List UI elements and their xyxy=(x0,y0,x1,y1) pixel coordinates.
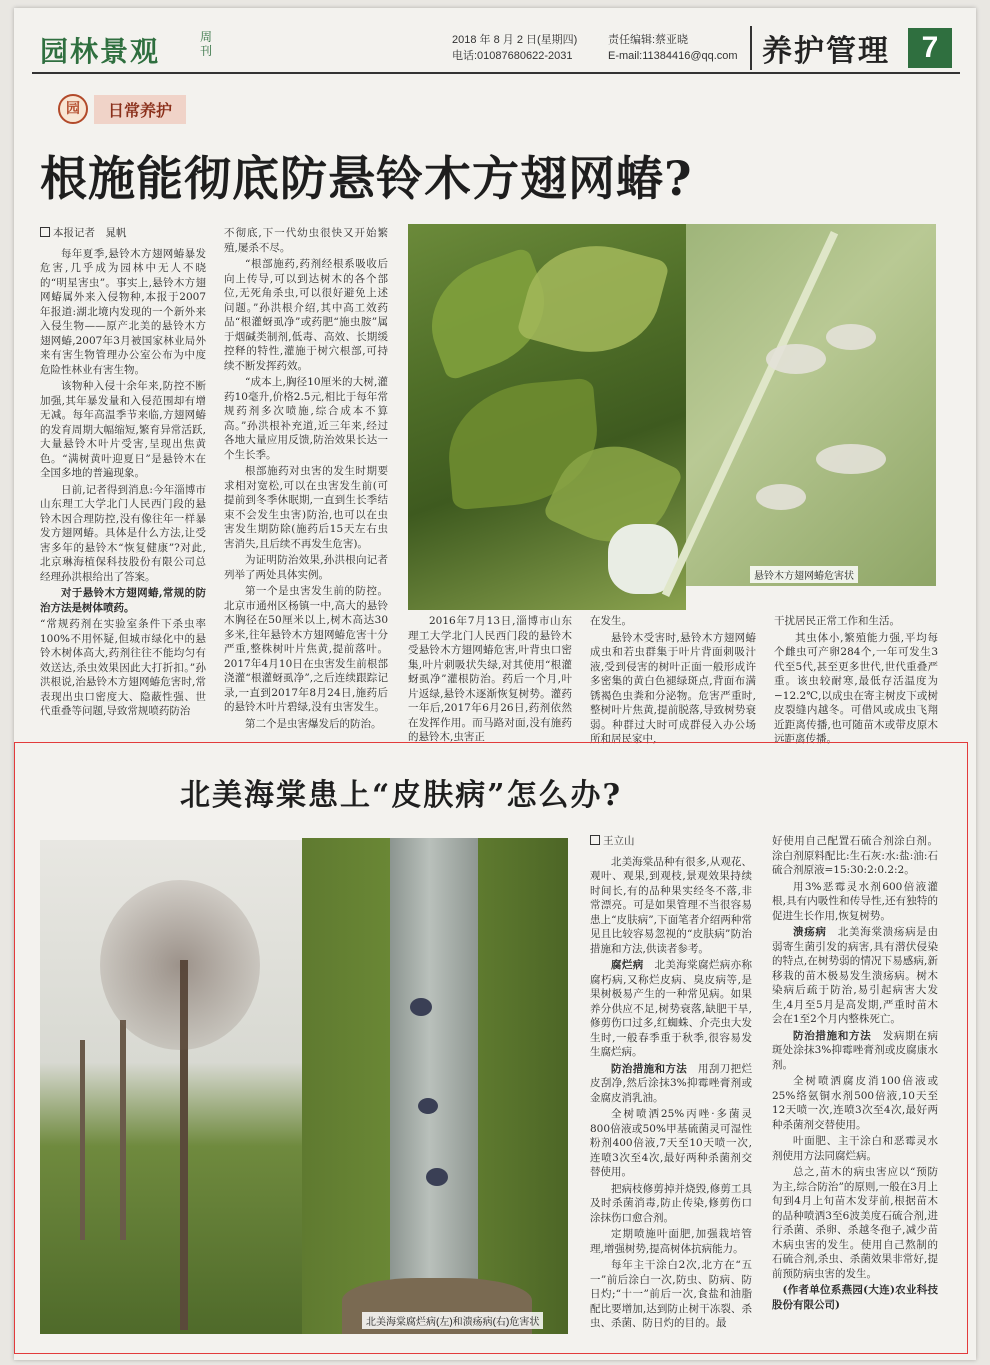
subhead-rot-method: 防治措施和方法 xyxy=(611,1062,688,1075)
article2-paragraph: 叶面肥、主干涂白和恶霉灵水剂使用方法同腐烂病。 xyxy=(772,1135,938,1162)
article2-paragraph: 全树喷洒25%丙唑·多菌灵800倍液或50%甲基硫菌灵可湿性粉剂400倍液,7天至10天喷一次,连喷3次至4次,最好两种杀菌剂交替使用。 xyxy=(590,1108,752,1178)
article1-col5 xyxy=(774,614,938,745)
tag-logo-icon: 园 xyxy=(58,94,88,124)
article1-paragraph: 干扰居民正常工作和生活。 xyxy=(774,615,900,627)
article2-byline: 王立山 xyxy=(590,834,752,849)
tree-trunk xyxy=(80,1040,85,1240)
leaf-shape xyxy=(516,229,670,369)
editor-name: 责任编辑:蔡亚晓 xyxy=(608,34,689,46)
masthead xyxy=(32,20,960,74)
article1-paragraph: 不彻底,下一代幼虫很快又开始繁殖,屡杀不尽。 xyxy=(224,227,388,254)
insect-photo xyxy=(686,224,936,586)
article1-paragraph: 第二个是虫害爆发后的防治。 xyxy=(245,717,382,730)
article1-paragraph: 其虫体小,繁殖能力强,平均每个雌虫可产卵284个,一年可发生3代至5代,甚至更多世代,世代重叠严重。该虫较耐寒,最低存活温度为−12.2℃,以成虫在寄主树皮下或树皮裂缝内越冬。可借风或成虫飞翔近距离传播,也可随苗木或带皮原木远距离传播。 xyxy=(774,631,938,745)
tree-orchard-photo xyxy=(40,840,302,1334)
article1-paragraph: 悬铃木受害时,悬铃木方翅网蝽成虫和若虫群集于叶片背面刺吸汁液,受到侵害的树叶正面一般形成许多密集的黄白色褪绿斑点,背面布满锈褐色虫粪和分泌物。危害严重时,整树叶片焦黄,提前脱落,导致树势衰弱。种群过大时可成群侵入办公场所和居民家中, xyxy=(590,631,756,745)
article1-byline: 本报记者 晁帆 xyxy=(40,226,206,241)
tag-label: 日常养护 xyxy=(94,95,186,124)
insect-cluster xyxy=(816,444,886,474)
issue-date: 2018 年 8 月 2 日(星期四) xyxy=(452,34,578,46)
page-number: 7 xyxy=(908,28,952,68)
article2-paragraph: 把病枝修剪掉并烧毁,修剪工具及时杀菌消毒,防止传染,修剪伤口涂抹伤口愈合剂。 xyxy=(590,1182,752,1224)
article1-col3 xyxy=(408,614,572,743)
article1-photo-caption: 悬铃木方翅网蝽危害状 xyxy=(750,566,858,583)
article1-col1 xyxy=(40,226,206,736)
insect-cluster xyxy=(766,344,826,374)
subhead-rot: 腐烂病 xyxy=(611,959,644,971)
trunk-canker-photo xyxy=(302,838,568,1334)
canker-spot xyxy=(426,1168,448,1186)
canker-spot xyxy=(410,998,432,1016)
issue-info xyxy=(452,32,577,64)
editor-email: E-mail:11384416@qq.com xyxy=(608,50,738,62)
article2-paragraph: 总之,苗木的病虫害应以“预防为主,综合防治”的原则,一般在3月上旬到4月上旬苗木发芽前,根据苗木的品种喷洒3至6波美度石硫合剂,进行杀菌、杀卵、杀越冬孢子,减少苗木病虫害的发生。使用自己熬制的石硫合剂,杀虫、杀菌效果非常好,提前预防病虫害的发生。 xyxy=(772,1166,938,1280)
canker-spot xyxy=(418,1098,438,1114)
brand-name: 园林景观 xyxy=(40,35,161,68)
insect-cluster xyxy=(756,484,806,510)
article2-photo-caption: 北美海棠腐烂病(左)和溃疡病(右)危害状 xyxy=(362,1312,543,1329)
article2-col2 xyxy=(772,834,938,1340)
leaf-vein xyxy=(662,231,838,597)
article1-bold-lead: 对于悬铃木方翅网蝽,常规的防治方法是树体喷药。 xyxy=(40,587,206,614)
article2-col1 xyxy=(590,834,752,1340)
article2-paragraph: 北美海棠品种有很多,从观花、观叶、观果,到观枝,景观效果持续时间长,有的品种果实经冬不落,非常漂亮。可是如果管理不当很容易患上“皮肤病”,下面笔者介绍两种常见且比较容易忽视的“皮肤病”防治措施和方法,供读者参考。 xyxy=(590,855,752,955)
article2-source: (作者单位系燕园(大连)农业科技股份有限公司) xyxy=(772,1284,938,1311)
article1-paragraph: 日前,记者得到消息:今年淄博市山东理工大学北门人民西门段的悬铃木因合理防控,没有像往年一样暴发方翅网蝽。具体是什么方法,让受害多年的悬铃木“恢复健康”?对此,北京琳海植保科技股份有限公司总经理孙洪根给出了答案。 xyxy=(40,483,206,583)
article2-paragraph: 防治措施和方法 用刮刀把烂皮刮净,然后涂抹3%抑霉唑膏剂或金腐皮消乳油。 xyxy=(590,1062,752,1104)
article2-paragraph: 腐烂病 北美海棠腐烂病亦称腐朽病,又称烂皮病、臭皮病等,是果树极易产生的一种常见病。如果养分供应不足,树势衰落,缺肥干旱,修剪伤口过多,红蜘蛛、介壳虫大发生时,一般春季重于秋季,很容易发生腐烂病。 xyxy=(590,959,752,1058)
subhead-canker-method: 防治措施和方法 xyxy=(793,1029,872,1042)
tree-trunk xyxy=(390,838,478,1334)
article2-paragraph: 全树喷洒腐皮消100倍液或25%络氨铜水剂500倍液,10天至12天喷一次,连喷3次至4次,最好两种杀菌剂交替使用。 xyxy=(772,1075,938,1131)
article2-paragraph: 好使用自己配置石硫合剂涂白剂。涂白剂原料配比:生石灰:水:盐:油:石硫合剂原液=15:30:2:0.2:2。 xyxy=(772,835,938,876)
tree-trunk xyxy=(120,1020,126,1240)
section-title: 养护管理 xyxy=(750,26,890,70)
article2-paragraph: 防治措施和方法 发病期在病斑处涂抹3%抑霉唑膏剂或皮腐康水剂。 xyxy=(772,1029,939,1071)
article1-paragraph: “根部施药,药剂经根系吸收后向上传导,可以到达树木的各个部位,无死角杀虫,可以很好避免上述问题。”孙洪根介绍,其中高工效药品“根灌蚜虱净”或药肥“施虫胺”属于烟碱类制剂,低毒、高效、长期缓控释的特性,灌施于树穴根部,可持续不断发挥药效。 xyxy=(224,258,388,372)
article1-paragraph: 为证明防治效果,孙洪根向记者列举了两处具体实例。 xyxy=(224,554,388,581)
article2-paragraph: 定期喷施叶面肥,加强栽培管理,增强树势,提高树体抗病能力。 xyxy=(590,1228,752,1255)
article1-paragraph: 该物种入侵十余年来,防控不断加强,其年暴发量和入侵范围却有增无减。每年高温季节来临,方翅网蝽的发育周期大幅缩短,繁育异常活跃,大量悬铃木叶片受害,呈现出焦黄色。“满树黄叶迎夏日”是悬铃木在全国多地的普遍现象。 xyxy=(40,380,206,479)
article2-paragraph: 用3%恶霉灵水剂600倍液灌根,具有内吸性和传导性,还有独特的促进生长作用,恢复树势。 xyxy=(772,880,938,922)
article1-paragraph: 2016年7月13日,淄博市山东理工大学北门人民西门段的悬铃木受悬铃木方翅网蝽危害,叶背虫口密集,叶片刺吸状失绿,对其使用“根灌蚜虱净”灌根防治。药后一个月,叶片返绿,悬铃木逐渐恢复树势。灌药一年后,2017年6月26日,药剂依然在发挥作用。而马路对面,没有施药的悬铃木,虫害正 xyxy=(408,615,572,743)
issue-phone: 电话:01087680622-2031 xyxy=(452,50,573,62)
article2-paragraph: 每年主干涂白2次,北方在“五一”前后涂白一次,防虫、防病、防日灼;“十一”前后一次,食盐和油脂配比要增加,达到防止树干冻裂、杀虫、杀菌、防日灼的目的。最 xyxy=(590,1259,752,1329)
article1-paragraph: 根部施药对虫害的发生时期要求相对宽松,可以在虫害发生前(可提前到冬季休眠期,一直到生长季结束不会发生虫害)防治,也可以在虫害发生期防除(施药后15天左右虫害消失,且后续不再发生危害)。 xyxy=(224,465,388,550)
insect-cluster xyxy=(826,324,876,350)
subhead-canker: 溃疡病 xyxy=(793,926,827,938)
article1-paragraph: “常规药剂在实验室条件下杀虫率100%不用怀疑,但城市绿化中的悬铃木树体高大,药剂往往不能均匀有效送达,杀虫效果因此大打折扣。”孙洪根说,治悬铃木方翅网蝽危害时,常表现出虫口密度大、隐蔽性强、世代重叠等问题,导致常规喷药防治 xyxy=(40,618,206,717)
tree-crown xyxy=(100,880,260,1050)
article1-paragraph: 第一个是虫害发生前的防控。北京市通州区杨镇一中,高大的悬铃木胸径在50厘米以上,树木高达30多米,往年悬铃木方翅网蝽危害十分严重,整株树叶片焦黄,提前落叶。2017年4月10日在虫害发生前根部浇灌“根灌蚜虱净”,之后连续跟踪记录,一直到2017年8月24日,施药后的悬铃木叶片碧绿,没有虫害发生。 xyxy=(224,585,388,713)
article1-headline: 根施能彻底防悬铃木方翅网蝽? xyxy=(40,152,693,207)
article1-paragraph: 在发生。 xyxy=(590,615,632,627)
article2-headline: 北美海棠患上“皮肤病”怎么办? xyxy=(180,778,623,813)
column-tag xyxy=(58,94,186,124)
brand-subtitle: 周刊 xyxy=(200,30,213,58)
article1-col2 xyxy=(224,226,388,736)
editor-info xyxy=(608,32,738,64)
article1-paragraph: 每年夏季,悬铃木方翅网蝽暴发危害,几乎成为园林中无人不晓的“明星害虫”。事实上,悬铃木方翅网蝽属外来入侵物种,本报于2007年报道:湖北境内发现的一个新外来入侵生物——原产北美的悬铃木方翅网蝽,2007年3月被国家林业局外来有害生物管理办公室公布为中度危险性林业有害生物。 xyxy=(40,247,206,376)
leaf-photo xyxy=(408,224,686,610)
article1-paragraph: “成本上,胸径10厘米的大树,灌药10毫升,价格2.5元,相比于每年常规药剂多次喷施,综合成本不算高。”孙洪根补充道,近三年来,经过各地大量应用反馈,防治效果长达一个生长季。 xyxy=(224,376,388,461)
article2-paragraph: 溃疡病 北美海棠溃疡病是由弱寄生菌引发的病害,具有潜伏侵染的特点,在树势弱的情况下易感病,新移栽的苗木极易发生溃疡病。树木染病后疏于防治,易引起病害大发生,4月至5月是高发期,严重时苗木会在1至2个月内整株死亡。 xyxy=(772,926,939,1025)
article1-col4 xyxy=(590,614,756,745)
